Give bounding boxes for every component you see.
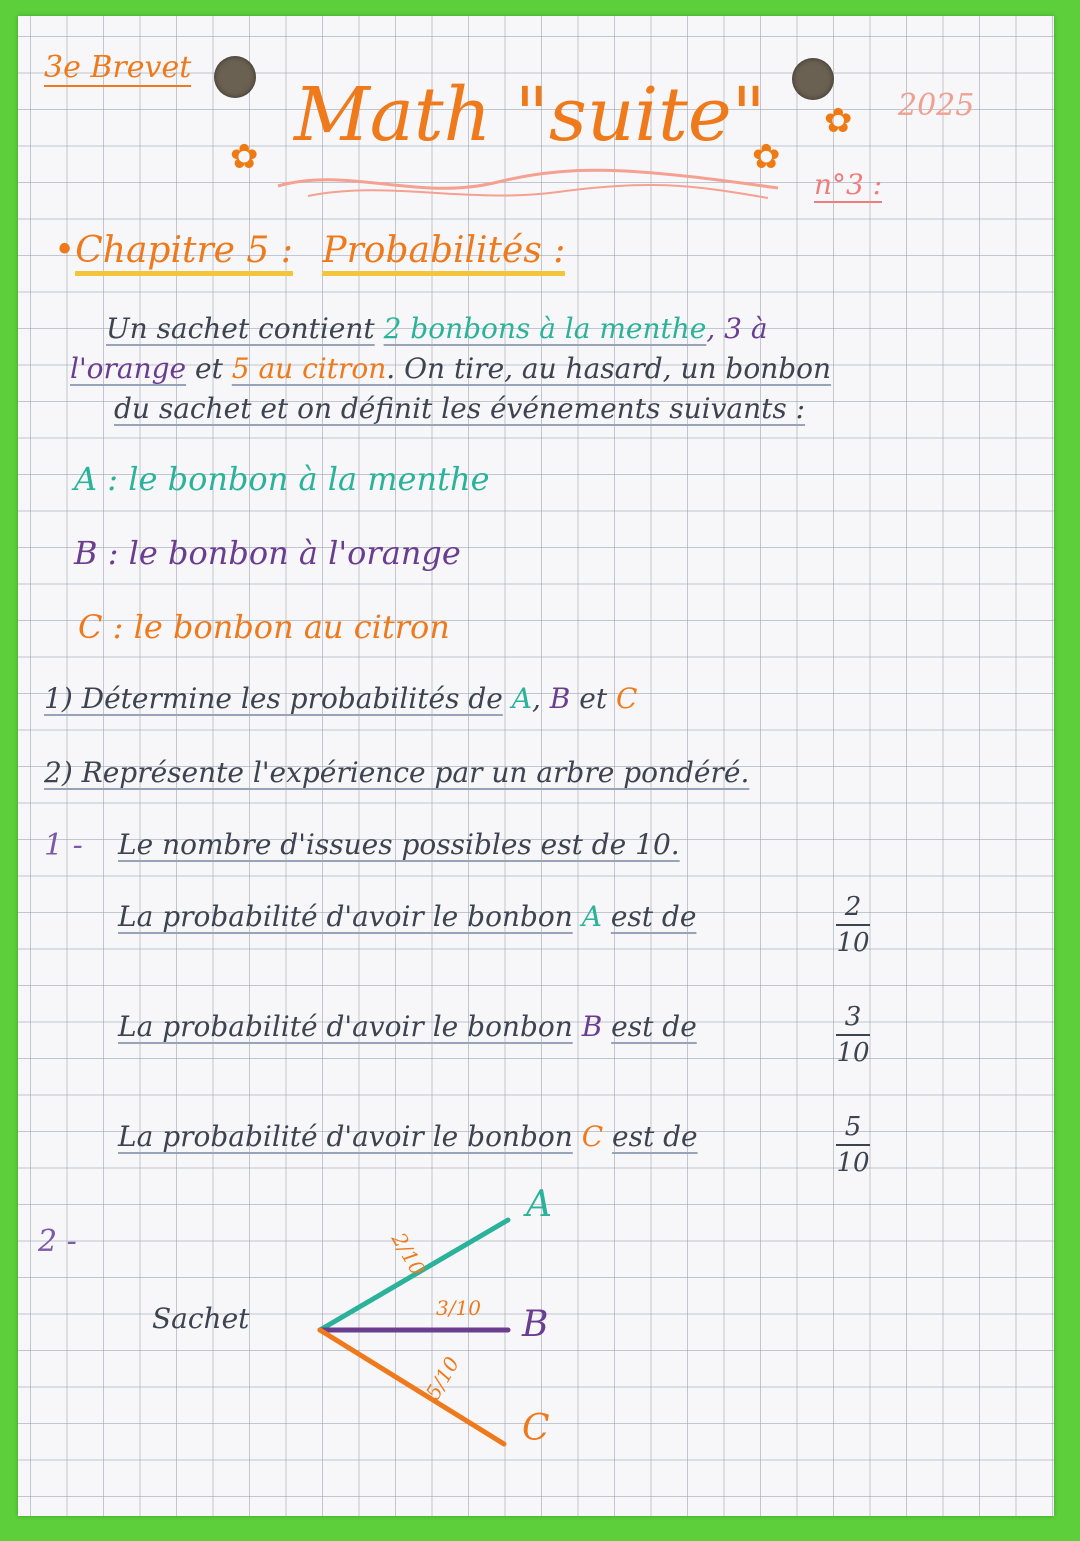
- answer-1-a-text: La probabilité d'avoir le bonbon: [118, 900, 573, 933]
- event-b: [74, 534, 461, 572]
- answer-1-b-after: est de: [611, 1010, 697, 1043]
- answer-1-line-b: [118, 1010, 697, 1043]
- question-1-b: B: [549, 682, 571, 715]
- question-1-text: 1) Détermine les probabilités de: [44, 682, 503, 715]
- flower-icon: ✿: [824, 101, 853, 141]
- event-c: [78, 608, 450, 646]
- chapter-bullet: •: [54, 230, 76, 271]
- answer-1-c-after: est de: [612, 1120, 698, 1153]
- answer-1-b-letter: B: [581, 1010, 603, 1043]
- chapter-label: Chapitre 5 :: [75, 230, 293, 276]
- statement-line-1: [106, 312, 768, 345]
- fraction-c: [836, 1112, 870, 1178]
- tree-root-label: Sachet: [152, 1302, 250, 1335]
- answer-2-number: 2 -: [38, 1224, 77, 1259]
- notebook-sheet: [18, 16, 1054, 1516]
- answer-1-line-c: [118, 1120, 698, 1153]
- answer-1-a-after: est de: [610, 900, 697, 933]
- fraction-b: [836, 1002, 870, 1068]
- tree-branch-c: [320, 1330, 504, 1444]
- event-a-letter: A :: [74, 460, 119, 498]
- punch-hole-right: [792, 58, 834, 100]
- event-b-text: le bonbon à l'orange: [128, 534, 461, 572]
- question-1-c: C: [616, 682, 638, 715]
- statement-orange: l'orange: [70, 352, 187, 385]
- fraction-a-num: 2: [844, 892, 862, 922]
- statement-draw: . On tire, au hasard, un bonbon: [386, 352, 832, 385]
- fraction-c-num: 5: [844, 1112, 862, 1142]
- fraction-b-den: 10: [836, 1038, 870, 1068]
- year-label: 2025: [898, 88, 975, 123]
- event-c-letter: C :: [78, 608, 124, 646]
- sheet-number: n°3 :: [814, 168, 883, 201]
- statement-and: et: [195, 352, 223, 385]
- fraction-b-num: 3: [844, 1002, 862, 1032]
- flower-icon: ✿: [752, 137, 781, 177]
- statement-line-3: du sachet et on définit les événements suivants :: [114, 392, 806, 425]
- answer-1-intro: Le nombre d'issues possibles est de 10.: [118, 828, 680, 861]
- page-title: Math "suite": [294, 72, 766, 158]
- statement-orange-count: , 3 à: [706, 312, 768, 345]
- tree-weight-a: 2/10: [386, 1228, 431, 1280]
- event-a: [74, 460, 490, 498]
- title-wave-decoration: [268, 166, 788, 206]
- answer-1-c-text: La probabilité d'avoir le bonbon: [118, 1120, 573, 1153]
- statement-lemon: 5 au citron: [231, 352, 387, 385]
- punch-hole-left: [214, 56, 256, 98]
- chapter-heading: [54, 230, 565, 271]
- answer-1-b-text: La probabilité d'avoir le bonbon: [118, 1010, 573, 1043]
- question-1-and: et: [579, 682, 608, 715]
- tree-leaf-b: B: [522, 1304, 549, 1345]
- statement-text: Un sachet contient: [106, 312, 375, 345]
- event-c-text: le bonbon au citron: [133, 608, 450, 646]
- flower-icon: ✿: [230, 137, 259, 177]
- tree-leaf-a: A: [526, 1184, 552, 1225]
- answer-1-c-letter: C: [581, 1120, 604, 1153]
- answer-1-a-letter: A: [581, 900, 602, 933]
- tree-weight-c: 5/10: [420, 1352, 465, 1404]
- fraction-a: [836, 892, 870, 958]
- fraction-c-den: 10: [836, 1148, 870, 1178]
- answer-1-number: 1 -: [44, 828, 83, 863]
- answer-1-line-a: [118, 900, 696, 933]
- question-1: [44, 682, 637, 715]
- tree-leaf-c: C: [522, 1408, 550, 1449]
- event-b-letter: B :: [74, 534, 119, 572]
- corner-label: 3e Brevet: [44, 50, 192, 85]
- tree-weight-b: 3/10: [436, 1296, 481, 1320]
- event-a-text: le bonbon à la menthe: [128, 460, 490, 498]
- question-1-a: A: [511, 682, 532, 715]
- chapter-topic: Probabilités :: [322, 230, 565, 276]
- statement-mint: 2 bonbons à la menthe: [383, 312, 707, 345]
- question-2: 2) Représente l'expérience par un arbre pondéré.: [44, 756, 750, 789]
- fraction-a-den: 10: [836, 928, 870, 958]
- statement-line-2: [70, 352, 831, 385]
- question-1-sep: ,: [531, 682, 541, 715]
